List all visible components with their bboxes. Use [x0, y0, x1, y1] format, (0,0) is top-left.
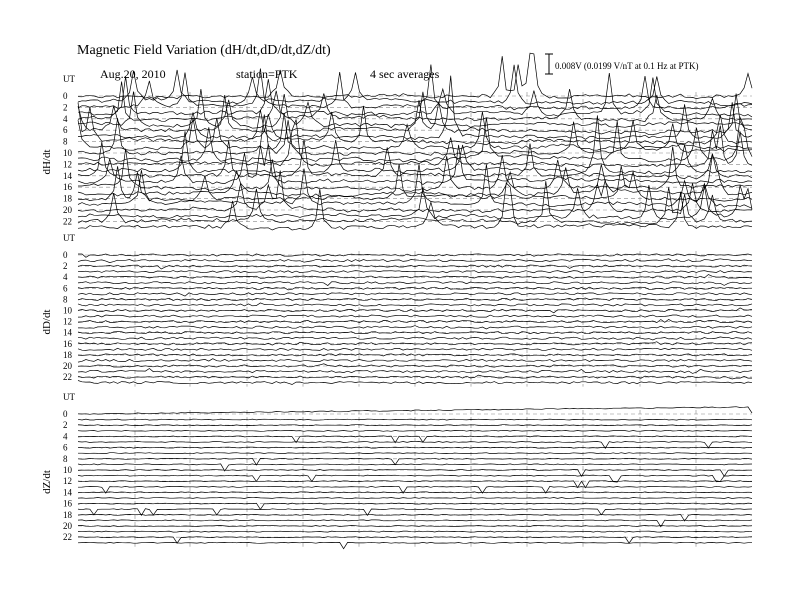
scale-note: 0.008V (0.0199 V/nT at 0.1 Hz at PTK) [555, 61, 699, 71]
trace-line [78, 492, 752, 493]
tick-label: 12 [63, 316, 72, 327]
tick-label: 0 [63, 409, 68, 419]
tick-label: 10 [63, 148, 72, 158]
tick-label: 20 [63, 361, 72, 371]
scale-bar-icon [545, 54, 553, 74]
tick-label: 16 [63, 182, 72, 193]
tick-label: 14 [63, 327, 72, 338]
tick-label: 8 [63, 136, 68, 147]
tick-label: 8 [63, 453, 68, 464]
averaging-label: 4 sec averages [370, 67, 440, 81]
tick-label: 20 [63, 205, 72, 215]
tick-label: 18 [63, 193, 72, 204]
panel-dd-dt [41, 233, 752, 387]
axis-label: dD/dt [41, 309, 53, 335]
axis-unit-label: UT [63, 233, 75, 243]
tick-label: 2 [63, 261, 68, 272]
tick-label: 22 [63, 216, 72, 227]
tick-label: 8 [63, 294, 68, 305]
tick-label: 0 [63, 91, 68, 101]
tick-label: 6 [63, 442, 68, 453]
axis-label: dZ/dt [41, 470, 53, 494]
tick-label: 2 [63, 420, 68, 431]
tick-label: 4 [63, 113, 68, 124]
chart-title: Magnetic Field Variation (dH/dt,dD/dt,dZ/dt) [77, 43, 331, 58]
axis-label: dH/dt [41, 149, 53, 175]
tick-label: 20 [63, 521, 72, 531]
tick-label: 10 [63, 465, 72, 475]
tick-label: 16 [63, 338, 72, 349]
tick-label: 22 [63, 372, 72, 383]
tick-label: 4 [63, 431, 68, 442]
tick-label: 4 [63, 272, 68, 283]
trace-line [78, 430, 752, 431]
axis-unit-label: UT [63, 392, 75, 402]
trace-line [78, 526, 752, 527]
trace-line [78, 381, 752, 385]
tick-label: 0 [63, 250, 68, 260]
tick-label: 16 [63, 498, 72, 509]
tick-label: 12 [63, 476, 72, 487]
tick-label: 22 [63, 532, 72, 543]
trace-line [78, 419, 752, 420]
axis-unit-label: UT [63, 74, 75, 84]
panel-dz-dt [41, 392, 752, 549]
tick-label: 12 [63, 159, 72, 170]
station-label: station=PTK [236, 67, 298, 81]
tick-label: 18 [63, 509, 72, 520]
tick-label: 6 [63, 125, 68, 136]
tick-label: 14 [63, 487, 72, 498]
tick-label: 18 [63, 349, 72, 360]
tick-label: 10 [63, 305, 72, 316]
date-label: Aug.20, 2010 [100, 67, 166, 81]
tick-label: 6 [63, 283, 68, 294]
tick-label: 14 [63, 170, 72, 181]
tick-label: 2 [63, 102, 68, 113]
